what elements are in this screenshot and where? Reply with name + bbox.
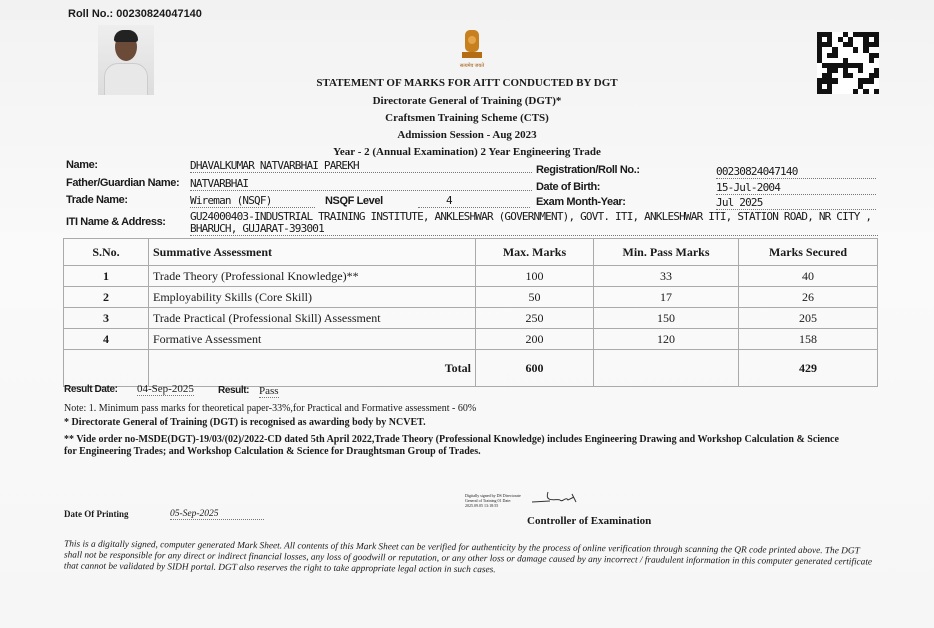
max-marks: 100 [476,266,594,287]
qr-module [874,89,879,94]
header-max: Max. Marks [476,239,594,266]
marks-table [63,238,878,387]
table-row [64,329,878,350]
trade-value: Wireman (NSQF) [190,195,315,208]
note-1: Note: 1. Minimum pass marks for theoretical paper-33%,for Practical and Formative assessment - 60% [64,403,477,414]
digital-signature-stamp: Digitally signed by DS Directorate General of Training 01 Date: 2025.09.05 13:18:55 [465,493,521,508]
printing-label: Date Of Printing [64,509,129,519]
marks-secured: 205 [739,308,878,329]
nsqf-label: NSQF Level [325,195,383,207]
document-title: STATEMENT OF MARKS FOR AITT CONDUCTED BY DGT [316,77,618,89]
iti-value: GU24000403-INDUSTRIAL TRAINING INSTITUTE, ANKLESHWAR (GOVERNMENT), GOVT. ITI, ANKLESHWAR ITI, STATION ROAD, NR CITY , BHARUCH, GUJARAT-393001 [190,211,878,236]
sno: 2 [64,287,149,308]
header-line-4: Admission Session - Aug 2023 [397,129,537,141]
result-value: Pass [259,385,279,397]
table-row [64,308,878,329]
disclaimer: This is a digitally signed, computer generated Mark Sheet. All contents of this Mark Sheet can be verified for authenticity by the process of online verification through scanning the QR code printed above. The DGT shall not be responsible for any direct or indirect financial losses, any loss of goodwill or reputation, or any other loss or damage caused by any incorrect / fraudulent information in this computer generated certificate that cannot be validated by SIDH portal. DGT also reserves the right to take appropriate legal action in such cases. [63,539,873,576]
sno: 4 [64,329,149,350]
svg-text:सत्यमेव जयते: सत्यमेव जयते [459,64,485,69]
total-secured: 429 [739,350,878,387]
marks-secured: 40 [739,266,878,287]
marks-secured: 26 [739,287,878,308]
min-marks: 33 [594,266,739,287]
result-date-label: Result Date: [64,384,118,395]
total-row [64,350,878,387]
trade-label: Trade Name: [66,194,128,206]
result-label: Result: [218,385,250,396]
roll-number: Roll No.: 00230824047140 [68,8,202,20]
sno: 1 [64,266,149,287]
header-line-5: Year - 2 (Annual Examination) 2 Year Engineering Trade [333,146,601,158]
sno: 3 [64,308,149,329]
iti-label: ITI Name & Address: [66,216,166,228]
assessment: Employability Skills (Core Skill) [149,287,476,308]
registration-value: 00230824047140 [716,166,876,179]
table-header [64,239,878,266]
note-3: ** Vide order no-MSDE(DGT)-19/03/(02)/2022-CD dated 5th April 2022,Trade Theory (Professional Knowledge) includes Engineering Drawing and Workshop Calculation & Science for Engineering Trades; and Workshop Calculation & Science for Draughtsman Group of Trades. [64,434,839,457]
nsqf-value: 4 [418,195,530,208]
header-assessment: Summative Assessment [149,239,476,266]
registration-label: Registration/Roll No.: [536,164,640,176]
exam-label: Exam Month-Year: [536,196,626,208]
assessment: Trade Practical (Professional Skill) Assessment [149,308,476,329]
note-2: * Directorate General of Training (DGT) is recognised as awarding body by NCVET. [64,417,426,428]
total-max: 600 [476,350,594,387]
header-sno: S.No. [64,239,149,266]
dob-value: 15-Jul-2004 [716,182,876,195]
max-marks: 50 [476,287,594,308]
name-label: Name: [66,159,98,171]
max-marks: 250 [476,308,594,329]
result-date: 04-Sep-2025 [137,383,194,395]
header-secured: Marks Secured [739,239,878,266]
marks-secured: 158 [739,329,878,350]
national-emblem-icon [457,26,487,70]
signature-icon [530,488,582,508]
header-min: Min. Pass Marks [594,239,739,266]
header-line-3: Craftsmen Training Scheme (CTS) [385,112,549,124]
father-label: Father/Guardian Name: [66,177,180,189]
total-label: Total [149,350,476,387]
exam-value: Jul 2025 [716,197,876,210]
max-marks: 200 [476,329,594,350]
min-marks: 120 [594,329,739,350]
dob-label: Date of Birth: [536,181,601,193]
printing-date: 05-Sep-2025 [170,509,264,520]
table-row [64,266,878,287]
assessment: Formative Assessment [149,329,476,350]
father-value: NATVARBHAI [190,178,532,191]
table-row [64,287,878,308]
min-marks: 150 [594,308,739,329]
assessment: Trade Theory (Professional Knowledge)** [149,266,476,287]
controller-title: Controller of Examination [527,515,652,527]
min-marks: 17 [594,287,739,308]
header-line-2: Directorate General of Training (DGT)* [372,95,562,107]
name-value: DHAVALKUMAR NATVARBHAI PAREKH [190,160,532,173]
